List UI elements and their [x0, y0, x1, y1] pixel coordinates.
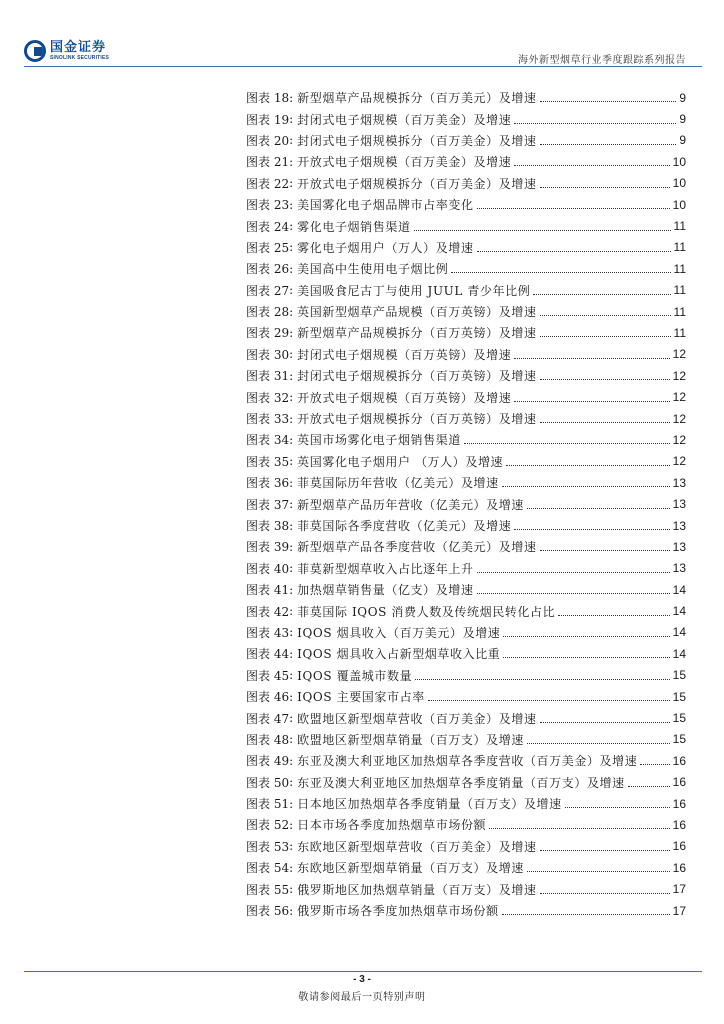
toc-figure-title: 雾化电子烟销售渠道 — [297, 219, 411, 234]
toc-dot-leader — [540, 144, 677, 145]
toc-figure-title: 菲莫国际各季度营收（亿美元）及增速 — [297, 519, 512, 533]
toc-figure-label: 图表 20 — [246, 133, 290, 148]
toc-entry[interactable] — [246, 215, 686, 236]
toc-figure-label: 图表 48 — [246, 732, 290, 747]
toc-dot-leader — [540, 550, 670, 551]
toc-figure-label: 图表 50 — [246, 775, 290, 790]
header-divider — [24, 66, 702, 67]
toc-page-number: 15 — [672, 689, 686, 704]
toc-page-number: 16 — [672, 860, 686, 875]
toc-dot-leader — [477, 572, 670, 573]
toc-figure-title: 英国市场雾化电子烟销售渠道 — [297, 433, 461, 448]
toc-separator: : — [289, 325, 294, 340]
toc-entry[interactable] — [246, 750, 686, 771]
toc-separator: : — [289, 518, 294, 533]
toc-figure-label: 图表 37 — [246, 497, 290, 512]
toc-separator: : — [289, 454, 294, 469]
footer-divider — [24, 971, 702, 972]
toc-figure-title: IQOS 烟具收入占新型烟草收入比重 — [297, 647, 501, 662]
toc-figure-label: 图表 25 — [246, 240, 290, 255]
toc-separator: : — [289, 561, 294, 576]
logo-name-en: SINOLINK SECURITIES — [50, 55, 110, 61]
toc-separator: : — [289, 711, 294, 726]
toc-figure-title: 封闭式电子烟规模拆分（百万英镑）及增速 — [297, 369, 537, 384]
toc-figure-title: 东亚及澳大利亚地区加热烟草各季度营收（百万美金）及增速 — [297, 754, 638, 769]
toc-figure-title: 欧盟地区新型烟草销量（百万支）及增速 — [297, 732, 524, 747]
table-of-figures — [246, 87, 686, 921]
toc-entry[interactable] — [246, 814, 686, 835]
toc-page-number: 14 — [672, 582, 686, 597]
toc-page-number: 16 — [672, 817, 686, 832]
toc-figure-label: 图表 53 — [246, 839, 290, 854]
toc-figure-title: 封闭式电子烟规模（百万英镑）及增速 — [297, 347, 512, 362]
toc-dot-leader — [540, 722, 670, 723]
toc-separator: : — [289, 839, 294, 854]
toc-page-number: 12 — [672, 347, 686, 362]
toc-dot-leader — [540, 893, 670, 894]
toc-figure-title: 开放式电子烟规模（百万英镑）及增速 — [297, 390, 512, 405]
toc-separator: : — [289, 732, 294, 747]
toc-figure-label: 图表 23 — [246, 198, 290, 213]
toc-entry[interactable] — [246, 643, 686, 664]
toc-separator: : — [289, 283, 294, 298]
toc-page-number: 12 — [672, 454, 686, 469]
toc-page-number: 11 — [673, 219, 686, 234]
toc-entry[interactable] — [246, 558, 686, 579]
toc-page-number: 12 — [672, 432, 686, 447]
toc-figure-title: 开放式电子烟规模（百万美金）及增速 — [297, 155, 512, 170]
toc-figure-title: 美国吸食尼古丁与使用 JUUL 青少年比例 — [297, 283, 531, 298]
toc-separator: : — [289, 304, 294, 319]
toc-figure-label: 图表 31 — [246, 369, 290, 384]
toc-entry[interactable] — [246, 365, 686, 386]
toc-figure-title: 日本市场各季度加热烟草市场份额 — [297, 818, 487, 833]
toc-dot-leader — [628, 786, 670, 787]
toc-dot-leader — [533, 294, 670, 295]
toc-figure-title: 东亚及澳大利亚地区加热烟草各季度销量（百万支）及增速 — [297, 775, 625, 790]
toc-dot-leader — [502, 486, 670, 487]
toc-dot-leader — [527, 871, 670, 872]
toc-page-number: 9 — [679, 133, 686, 148]
toc-page-number: 13 — [672, 539, 686, 554]
page-header — [0, 0, 724, 70]
toc-figure-label: 图表 34 — [246, 433, 290, 448]
toc-separator: : — [289, 625, 294, 640]
toc-figure-title: 开放式电子烟规模拆分（百万美金）及增速 — [297, 176, 537, 191]
toc-figure-label: 图表 19 — [246, 112, 290, 127]
toc-figure-label: 图表 51 — [246, 797, 290, 812]
toc-figure-title: 开放式电子烟规模拆分（百万英镑）及增速 — [297, 412, 537, 427]
toc-figure-label: 图表 21 — [246, 155, 290, 170]
toc-figure-label: 图表 27 — [246, 283, 290, 298]
toc-figure-label: 图表 29 — [246, 326, 290, 341]
toc-figure-label: 图表 56 — [246, 904, 290, 919]
toc-entry[interactable] — [246, 772, 686, 793]
toc-figure-title: 欧盟地区新型烟草营收（百万美金）及增速 — [297, 711, 537, 726]
toc-separator: : — [289, 668, 294, 683]
toc-figure-label: 图表 49 — [246, 754, 290, 769]
toc-separator: : — [289, 261, 294, 276]
toc-page-number: 11 — [673, 283, 686, 298]
toc-separator: : — [289, 475, 294, 490]
toc-separator: : — [289, 497, 294, 512]
toc-page-number: 11 — [673, 304, 686, 319]
toc-dot-leader — [527, 508, 670, 509]
toc-page-number: 12 — [672, 390, 686, 405]
toc-dot-leader — [514, 123, 676, 124]
toc-figure-label: 图表 39 — [246, 540, 290, 555]
toc-dot-leader — [565, 807, 670, 808]
toc-separator: : — [289, 133, 294, 148]
toc-page-number: 13 — [672, 475, 686, 490]
toc-page-number: 11 — [673, 325, 686, 340]
toc-page-number: 13 — [672, 497, 686, 512]
toc-separator: : — [289, 432, 294, 447]
toc-figure-title: 美国高中生使用电子烟比例 — [297, 262, 449, 277]
toc-dot-leader — [640, 764, 669, 765]
toc-dot-leader — [477, 593, 670, 594]
toc-separator: : — [289, 112, 294, 127]
toc-figure-title: 新型烟草产品规模拆分（百万美元）及增速 — [297, 91, 537, 106]
toc-dot-leader — [503, 636, 669, 637]
toc-dot-leader — [502, 914, 670, 915]
toc-dot-leader — [540, 187, 670, 188]
toc-separator: : — [289, 90, 294, 105]
toc-page-number: 14 — [672, 604, 686, 619]
toc-page-number: 10 — [672, 197, 686, 212]
page-number: - 3 - — [353, 974, 371, 985]
toc-entry[interactable] — [246, 836, 686, 857]
toc-dot-leader — [540, 336, 671, 337]
toc-entry[interactable] — [246, 665, 686, 686]
toc-dot-leader — [540, 850, 670, 851]
toc-page-number: 12 — [672, 368, 686, 383]
toc-entry[interactable] — [246, 280, 686, 301]
toc-figure-label: 图表 41 — [246, 583, 290, 598]
toc-entry[interactable] — [246, 707, 686, 728]
toc-dot-leader — [558, 615, 669, 616]
toc-separator: : — [289, 689, 294, 704]
toc-separator: : — [289, 817, 294, 832]
toc-dot-leader — [464, 443, 670, 444]
toc-entry[interactable] — [246, 451, 686, 472]
toc-figure-label: 图表 24 — [246, 219, 290, 234]
toc-entry[interactable] — [246, 130, 686, 151]
toc-page-number: 15 — [672, 732, 686, 747]
toc-dot-leader — [477, 208, 670, 209]
toc-separator: : — [289, 860, 294, 875]
toc-entry[interactable] — [246, 151, 686, 172]
toc-entry[interactable] — [246, 686, 686, 707]
toc-dot-leader — [540, 101, 677, 102]
toc-figure-title: IQOS 覆盖城市数量 — [297, 668, 413, 683]
toc-page-number: 16 — [672, 839, 686, 854]
toc-entry[interactable] — [246, 579, 686, 600]
toc-figure-label: 图表 38 — [246, 519, 290, 533]
toc-separator: : — [289, 368, 294, 383]
toc-dot-leader — [514, 358, 669, 359]
toc-figure-title: 日本地区加热烟草各季度销量（百万支）及增速 — [297, 797, 562, 812]
toc-figure-title: 东欧地区新型烟草营收（百万美金）及增速 — [297, 839, 537, 854]
toc-entry[interactable] — [246, 87, 686, 108]
toc-dot-leader — [540, 422, 670, 423]
toc-figure-title: IQOS 主要国家市占率 — [297, 690, 425, 705]
toc-page-number: 11 — [673, 261, 686, 276]
toc-separator: : — [289, 539, 294, 554]
toc-figure-label: 图表 54 — [246, 861, 290, 876]
toc-figure-title: 英国新型烟草产品规模（百万英镑）及增速 — [297, 305, 537, 320]
toc-figure-label: 图表 45 — [246, 668, 290, 683]
toc-entry[interactable] — [246, 301, 686, 322]
toc-page-number: 13 — [672, 561, 686, 576]
toc-separator: : — [289, 796, 294, 811]
toc-figure-label: 图表 22 — [246, 176, 290, 191]
toc-separator: : — [289, 903, 294, 918]
toc-figure-label: 图表 46 — [246, 690, 290, 705]
toc-figure-title: IQOS 烟具收入（百万美元）及增速 — [297, 625, 501, 640]
toc-figure-title: 封闭式电子烟规模拆分（百万美金）及增速 — [297, 133, 537, 148]
toc-page-number: 14 — [672, 625, 686, 640]
toc-separator: : — [289, 604, 294, 619]
toc-dot-leader — [527, 743, 670, 744]
toc-entry[interactable] — [246, 173, 686, 194]
toc-dot-leader — [451, 272, 670, 273]
toc-page-number: 10 — [672, 154, 686, 169]
footer-disclaimer: 敬请参阅最后一页特别声明 — [298, 992, 426, 1003]
toc-entry[interactable] — [246, 900, 686, 921]
toc-separator: : — [289, 240, 294, 255]
toc-entry[interactable] — [246, 622, 686, 643]
toc-entry[interactable] — [246, 386, 686, 407]
toc-entry[interactable] — [246, 729, 686, 750]
toc-entry[interactable] — [246, 429, 686, 450]
toc-dot-leader — [415, 679, 669, 680]
logo-icon — [24, 40, 46, 62]
toc-entry[interactable] — [246, 237, 686, 258]
toc-entry[interactable] — [246, 536, 686, 557]
toc-figure-label: 图表 42 — [246, 604, 290, 619]
toc-page-number: 13 — [672, 518, 686, 533]
logo-name-cn: 国金证券 — [50, 40, 107, 55]
toc-figure-title: 俄罗斯市场各季度加热烟草市场份额 — [297, 904, 499, 919]
toc-dot-leader — [514, 401, 669, 402]
company-logo — [24, 40, 109, 62]
toc-figure-title: 菲莫新型烟草收入占比逐年上升 — [297, 561, 474, 576]
toc-entry[interactable] — [246, 258, 686, 279]
toc-figure-title: 菲莫国际 IQOS 消费人数及传统烟民转化占比 — [297, 604, 556, 619]
toc-figure-title: 美国雾化电子烟品牌市占率变化 — [297, 198, 474, 213]
toc-separator: : — [289, 154, 294, 169]
toc-entry[interactable] — [246, 108, 686, 129]
toc-figure-label: 图表 44 — [246, 647, 290, 662]
toc-entry[interactable] — [246, 515, 686, 536]
toc-figure-label: 图表 35 — [246, 454, 290, 469]
toc-figure-label: 图表 36 — [246, 476, 290, 491]
toc-page-number: 16 — [672, 775, 686, 790]
toc-figure-title: 菲莫国际历年营收（亿美元）及增速 — [297, 476, 499, 491]
toc-figure-title: 东欧地区新型烟草销量（百万支）及增速 — [297, 861, 524, 876]
toc-figure-title: 新型烟草产品规模拆分（百万英镑）及增速 — [297, 326, 537, 341]
toc-figure-title: 俄罗斯地区加热烟草销量（百万支）及增速 — [297, 882, 537, 897]
toc-page-number: 12 — [672, 411, 686, 426]
toc-dot-leader — [428, 700, 670, 701]
toc-separator: : — [289, 882, 294, 897]
toc-entry[interactable] — [246, 600, 686, 621]
toc-figure-title: 雾化电子烟用户（万人）及增速 — [297, 240, 474, 255]
toc-separator: : — [289, 582, 294, 597]
toc-separator: : — [289, 411, 294, 426]
toc-dot-leader — [540, 379, 670, 380]
toc-separator: : — [289, 775, 294, 790]
toc-page-number: 17 — [672, 882, 686, 897]
toc-dot-leader — [514, 165, 669, 166]
toc-entry[interactable] — [246, 857, 686, 878]
toc-page-number: 17 — [672, 903, 686, 918]
toc-figure-label: 图表 52 — [246, 818, 290, 833]
toc-page-number: 15 — [672, 711, 686, 726]
toc-separator: : — [289, 176, 294, 191]
toc-figure-title: 新型烟草产品历年营收（亿美元）及增速 — [297, 497, 524, 512]
toc-page-number: 16 — [672, 753, 686, 768]
toc-entry[interactable] — [246, 408, 686, 429]
toc-entry[interactable] — [246, 878, 686, 899]
toc-entry[interactable] — [246, 793, 686, 814]
toc-entry[interactable] — [246, 344, 686, 365]
toc-figure-label: 图表 47 — [246, 711, 290, 726]
toc-separator: : — [289, 219, 294, 234]
toc-separator: : — [289, 646, 294, 661]
toc-figure-label: 图表 32 — [246, 390, 290, 405]
toc-figure-label: 图表 40 — [246, 561, 290, 576]
toc-figure-label: 图表 18 — [246, 91, 290, 106]
toc-figure-label: 图表 55 — [246, 882, 290, 897]
toc-entry[interactable] — [246, 194, 686, 215]
toc-entry[interactable] — [246, 322, 686, 343]
toc-separator: : — [289, 197, 294, 212]
toc-figure-title: 英国雾化电子烟用户 （万人）及增速 — [297, 454, 504, 469]
toc-dot-leader — [489, 828, 669, 829]
toc-dot-leader — [503, 657, 669, 658]
toc-dot-leader — [514, 529, 669, 530]
toc-dot-leader — [477, 251, 671, 252]
toc-page-number: 16 — [672, 796, 686, 811]
toc-figure-title: 封闭式电子烟规模（百万美金）及增速 — [297, 112, 512, 127]
toc-separator: : — [289, 347, 294, 362]
report-series-title: 海外新型烟草行业季度跟踪系列报告 — [518, 55, 686, 66]
toc-entry[interactable] — [246, 493, 686, 514]
toc-figure-label: 图表 28 — [246, 305, 290, 320]
toc-figure-title: 新型烟草产品各季度营收（亿美元）及增速 — [297, 540, 537, 555]
toc-page-number: 10 — [672, 176, 686, 191]
toc-dot-leader — [506, 465, 669, 466]
toc-figure-label: 图表 30 — [246, 347, 290, 362]
toc-separator: : — [289, 753, 294, 768]
toc-dot-leader — [414, 230, 671, 231]
toc-entry[interactable] — [246, 472, 686, 493]
toc-page-number: 14 — [672, 646, 686, 661]
toc-page-number: 11 — [673, 240, 686, 255]
toc-page-number: 15 — [672, 668, 686, 683]
toc-figure-title: 加热烟草销售量（亿支）及增速 — [297, 583, 474, 598]
toc-page-number: 9 — [679, 112, 686, 127]
toc-page-number: 9 — [679, 90, 686, 105]
toc-figure-label: 图表 26 — [246, 262, 290, 277]
toc-figure-label: 图表 33 — [246, 412, 290, 427]
toc-figure-label: 图表 43 — [246, 625, 290, 640]
toc-dot-leader — [540, 315, 671, 316]
toc-separator: : — [289, 390, 294, 405]
